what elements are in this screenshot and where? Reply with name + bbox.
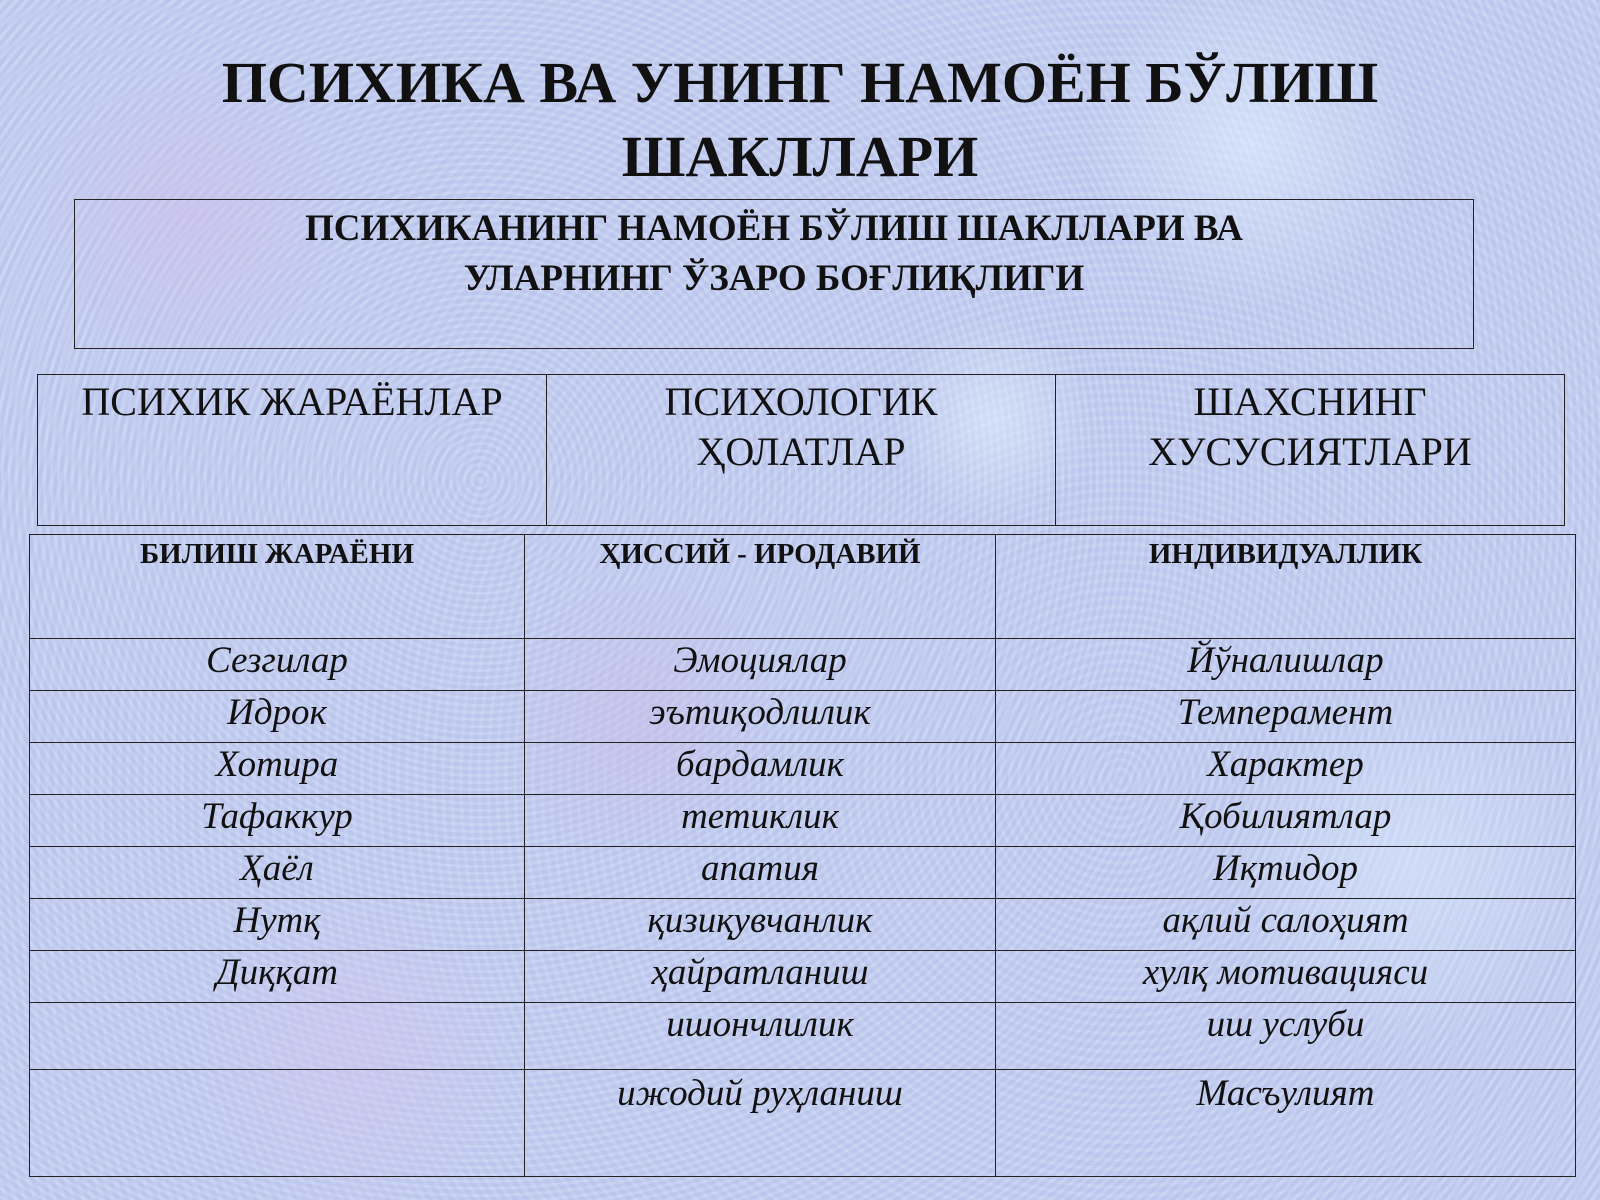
form-cell-mental-processes (38, 375, 547, 526)
table-row (30, 951, 1576, 1003)
table-row (30, 639, 1576, 691)
slide-title-line-2: ШАКЛЛАРИ (621, 124, 979, 189)
table-cell: иш услуби (996, 1003, 1576, 1070)
table-cell: Темперамент (996, 691, 1576, 743)
table-cell: Нутқ (30, 899, 525, 951)
form-cell-psychological-states (547, 375, 1056, 526)
form-label: ПСИХИК ЖАРАЁНЛАР (81, 379, 503, 424)
table-row (30, 795, 1576, 847)
table-row (30, 1070, 1576, 1177)
table-row (30, 847, 1576, 899)
table-cell: ижодий руҳланиш (525, 1070, 996, 1177)
manifestation-forms-table (37, 374, 1565, 526)
column-header: ҲИССИЙ - ИРОДАВИЙ (525, 535, 996, 639)
table-cell: бардамлик (525, 743, 996, 795)
table-cell: тетиклик (525, 795, 996, 847)
column-header: ИНДИВИДУАЛЛИК (996, 535, 1576, 639)
table-cell: Иқтидор (996, 847, 1576, 899)
table-header-row (30, 535, 1576, 639)
table-cell: ишончлилик (525, 1003, 996, 1070)
detail-table (29, 534, 1576, 1177)
table-row (30, 743, 1576, 795)
table-cell: Идрок (30, 691, 525, 743)
form-cell-personality-traits (1056, 375, 1565, 526)
table-cell: Хотира (30, 743, 525, 795)
form-label: ШАХСНИНГ (1193, 379, 1427, 424)
slide-title (100, 46, 1500, 194)
column-header: БИЛИШ ЖАРАЁНИ (30, 535, 525, 639)
table-cell: апатия (525, 847, 996, 899)
slide-title-line-1: ПСИХИКА ВА УНИНГ НАМОЁН БЎЛИШ (221, 50, 1379, 115)
table-row (30, 691, 1576, 743)
table-cell: ақлий салоҳият (996, 899, 1576, 951)
table-cell: Масъулият (996, 1070, 1576, 1177)
table-cell: Ҳаёл (30, 847, 525, 899)
table-cell: Характер (996, 743, 1576, 795)
table-cell: Диққат (30, 951, 525, 1003)
table-cell (30, 1003, 525, 1070)
table-cell: Йўналишлар (996, 639, 1576, 691)
table-cell: Эмоциялар (525, 639, 996, 691)
table-cell: Қобилиятлар (996, 795, 1576, 847)
form-label: ХУСУСИЯТЛАРИ (1148, 429, 1472, 474)
subtitle-box (74, 199, 1474, 349)
table-cell: Тафаккур (30, 795, 525, 847)
table-cell (30, 1070, 525, 1177)
table-cell: эътиқодлилик (525, 691, 996, 743)
table-cell: Сезгилар (30, 639, 525, 691)
table-row (30, 1003, 1576, 1070)
table-cell: хулқ мотивацияси (996, 951, 1576, 1003)
subtitle-line-2: УЛАРНИНГ ЎЗАРО БОҒЛИҚЛИГИ (463, 258, 1085, 299)
form-label: ҲОЛАТЛАР (696, 429, 906, 474)
form-label: ПСИХОЛОГИК (664, 379, 938, 424)
table-row (30, 899, 1576, 951)
table-cell: ҳайратланиш (525, 951, 996, 1003)
subtitle-line-1: ПСИХИКАНИНГ НАМОЁН БЎЛИШ ШАКЛЛАРИ ВА (305, 208, 1243, 249)
forms-row (38, 375, 1565, 526)
table-cell: қизиқувчанлик (525, 899, 996, 951)
